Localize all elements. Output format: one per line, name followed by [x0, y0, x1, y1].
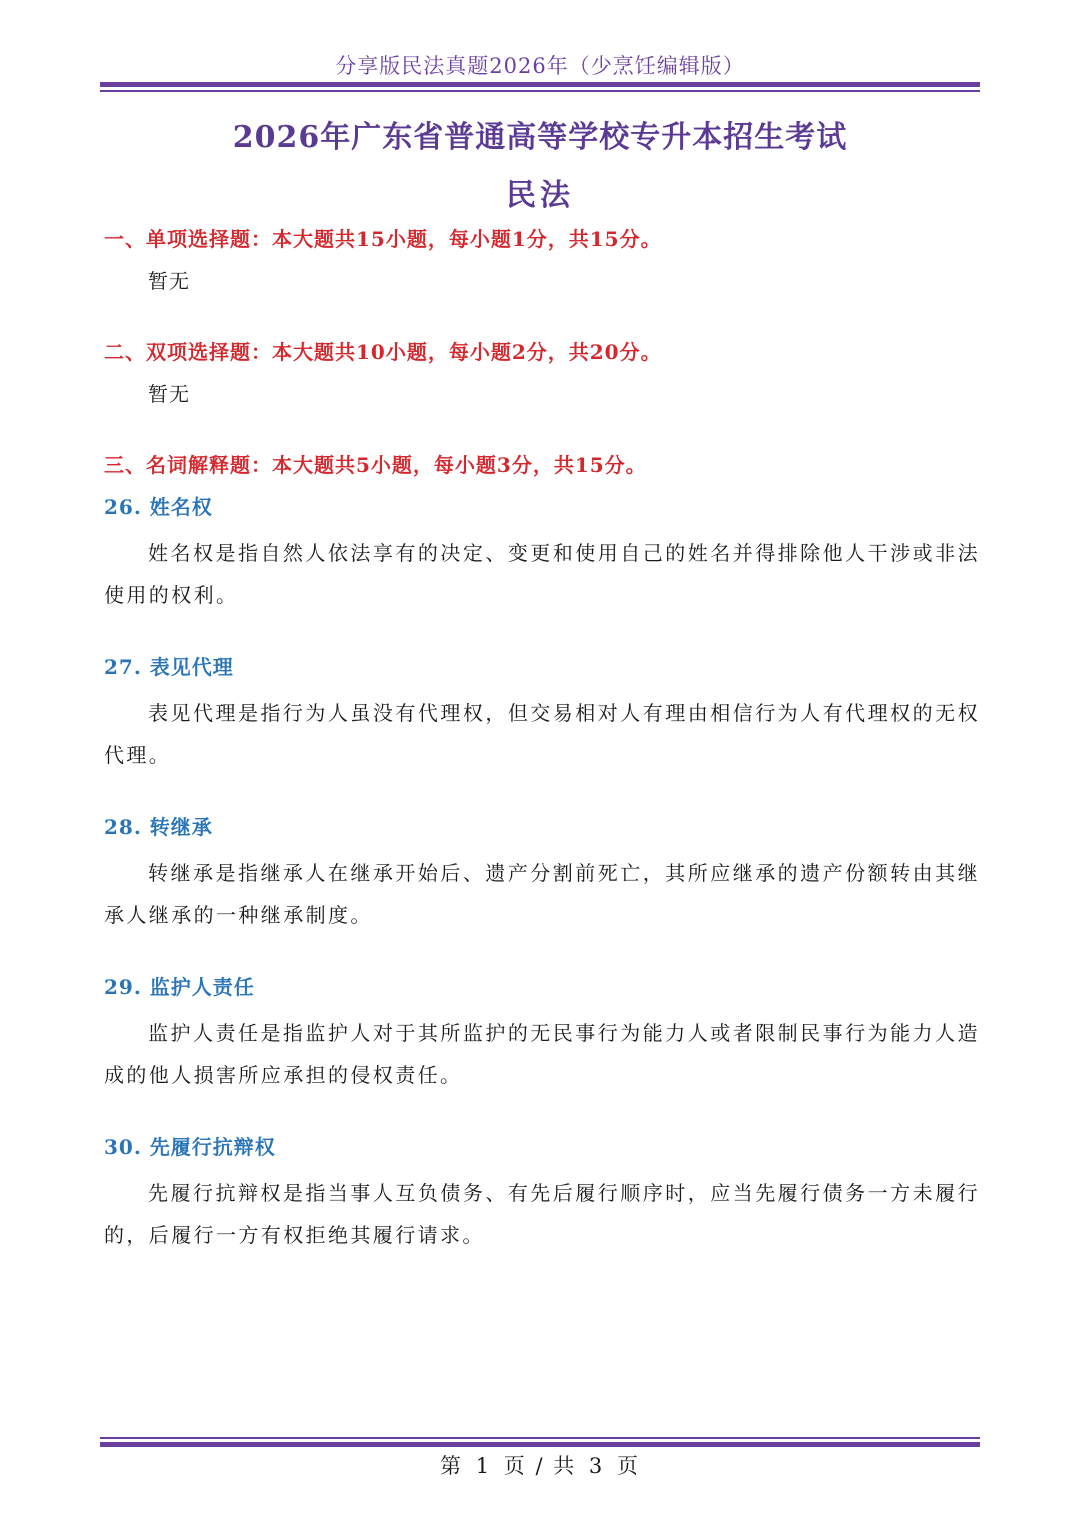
header-rule-thick: [100, 82, 980, 87]
term-definition: 转继承是指继承人在继承开始后、遗产分割前死亡，其所应继承的遗产份额转由其继承人继承的一种继承制度。: [104, 861, 980, 927]
term-definition: 表见代理是指行为人虽没有代理权，但交易相对人有理由相信行为人有代理权的无权代理。: [104, 701, 980, 767]
section-double-choice: [104, 335, 980, 411]
term-item: [104, 810, 980, 936]
term-item: [104, 1130, 980, 1256]
term-definition: 先履行抗辩权是指当事人互负债务、有先后履行顺序时，应当先履行债务一方未履行的，后履行一方有权拒绝其履行请求。: [104, 1181, 980, 1247]
section-placeholder: 暂无: [148, 382, 190, 406]
page-prefix: 第: [440, 1454, 464, 1478]
header-rule-thin: [100, 90, 980, 92]
term-item: [104, 490, 980, 616]
page-number: 1: [475, 1454, 492, 1478]
term-item: [104, 970, 980, 1096]
term-definition: 监护人责任是指监护人对于其所监护的无民事行为能力人或者限制民事行为能力人造成的他人损害所应承担的侵权责任。: [104, 1021, 980, 1087]
section-single-choice: [104, 222, 980, 298]
term-heading: 26. 姓名权: [104, 495, 213, 519]
term-definition: 姓名权是指自然人依法享有的决定、变更和使用自己的姓名并得排除他人干涉或非法使用的权利。: [104, 541, 980, 607]
page-suffix: 页: [616, 1454, 640, 1478]
section-heading: 二、双项选择题：本大题共10小题，每小题2分，共20分。: [104, 340, 662, 364]
page-separator: 页 / 共: [503, 1454, 577, 1478]
document-subject: 民法: [506, 178, 574, 213]
document-body: [104, 222, 980, 1256]
page-total: 3: [588, 1454, 605, 1478]
document-title: 2026年广东省普通高等学校专升本招生考试: [232, 120, 848, 155]
term-heading: 28. 转继承: [104, 815, 213, 839]
footer-rule-thin: [100, 1437, 980, 1439]
term-heading: 30. 先履行抗辩权: [104, 1135, 276, 1159]
section-term-explanation: [104, 448, 980, 1256]
footer-rule-thick: [100, 1442, 980, 1447]
section-heading: 三、名词解释题：本大题共5小题，每小题3分，共15分。: [104, 453, 647, 477]
header-rule: [100, 82, 980, 92]
term-heading: 27. 表见代理: [104, 655, 234, 679]
section-placeholder: 暂无: [148, 269, 190, 293]
footer-rule: [100, 1437, 980, 1447]
page-footer: [0, 1450, 1080, 1480]
term-item: [104, 650, 980, 776]
term-heading: 29. 监护人责任: [104, 975, 255, 999]
section-heading: 一、单项选择题：本大题共15小题，每小题1分，共15分。: [104, 227, 662, 251]
running-header: 分享版民法真题2026年（少烹饪编辑版）: [335, 54, 745, 78]
